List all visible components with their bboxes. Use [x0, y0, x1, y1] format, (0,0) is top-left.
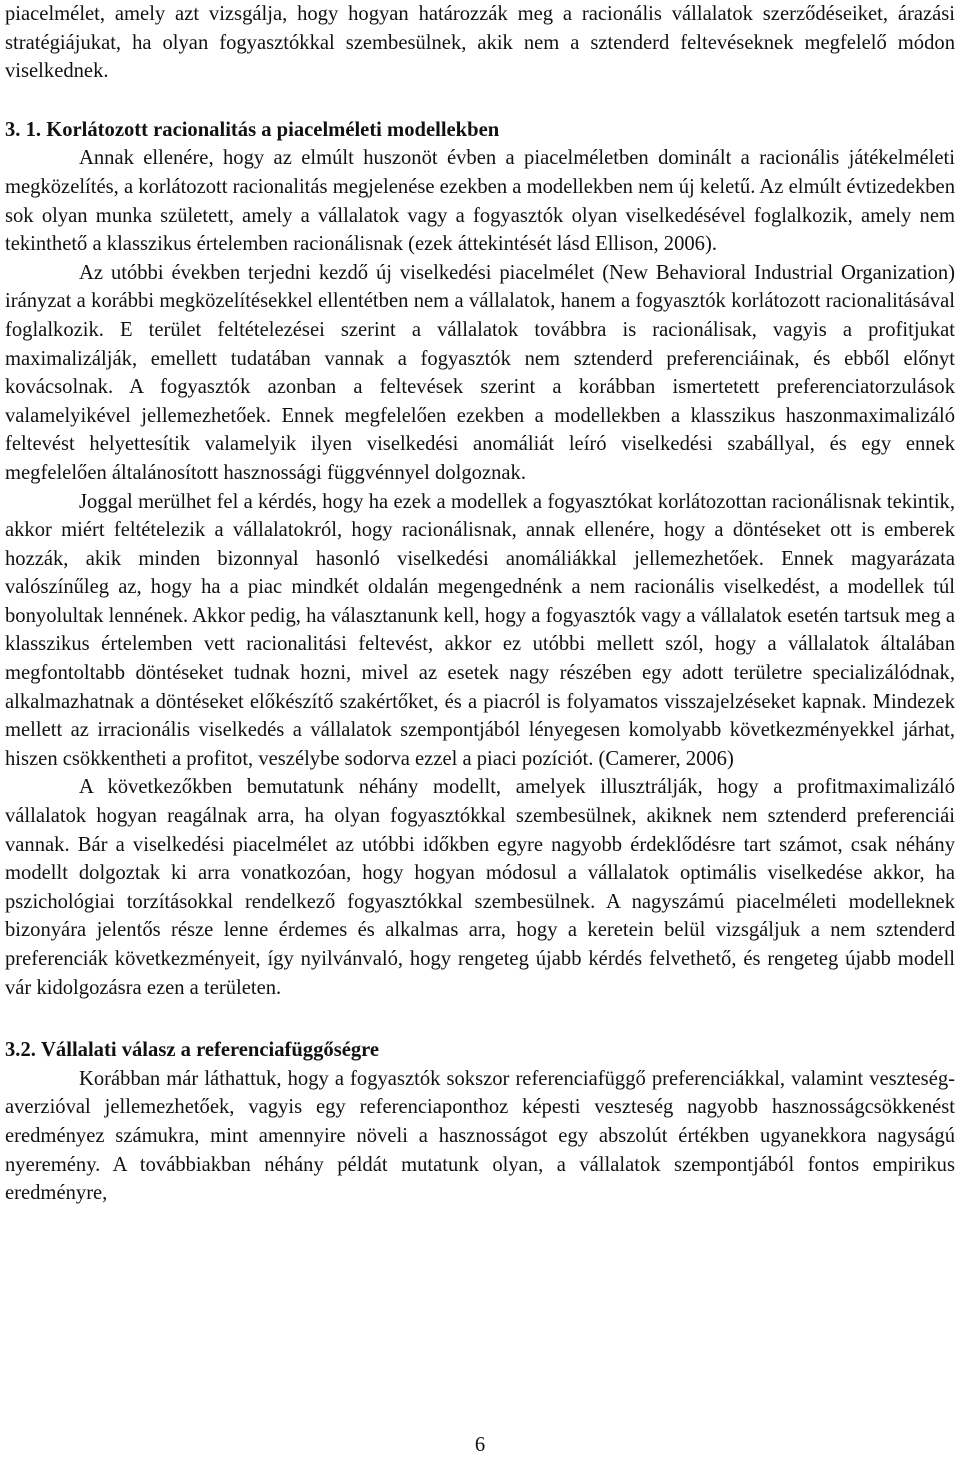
section-title: Korlátozott racionalitás a piacelméleti modellekben: [46, 118, 500, 141]
intro-paragraph: piacelmélet, amely azt vizsgálja, hogy hogyan határozzák meg a racionális vállalatok szerződéseiket, árazási stratégiájukat, ha olyan fogyasztókkal szembesülnek, akik nem a sztenderd feltevéseknek megfelelő módon viselkednek.: [5, 3, 955, 83]
body-paragraph: Joggal merülhet fel a kérdés, hogy ha ezek a modellek a fogyasztókat korlátozottan racionálisnak tekintik, akkor miért feltételezik a vállalatokról, hogy racionálisnak, annak ellenére, hogy a döntéseket ott is emberek hozzák, akik minden bizonnyal hasonló viselkedési anomáliákkal jellemezhetőek. Ennek magyarázata valószínűleg az, hogy ha a piac mindkét oldalán megengednénk a nem racionális viselkedést, a modellek túl bonyolultak lennének. Akkor pedig, ha választanunk kell, hogy a fogyasztók vagy a vállalatok esetén tartsuk meg a klasszikus értelemben vett racionalitási feltevést, akkor ez utóbbi mellett szól, hogy a vállalatok általában megfontoltabb döntéseket tudnak hozni, mivel az esetek nagy részében egy adott területre specializálódnak, alkalmazhatnak a döntéseket előkészítő szakértőket, és a piacról is folyamatos visszajelzéseket kapnak. Mindezek mellett az irracionális viselkedés a vállalatok szempontjából lényegesen komolyabb következményekkel járhat, hiszen csökkentheti a profitot, veszélybe sodorva ezzel a piaci pozíciót. (Camerer, 2006): [5, 490, 955, 770]
section-title: Vállalati válasz a referenciafüggőségre: [41, 1039, 380, 1062]
body-paragraph: Korábban már láthattuk, hogy a fogyasztók sokszor referenciafüggő preferenciákkal, valamint veszteség-averzióval jellemezhetőek, vagyis egy referenciaponthoz képesti veszteség nagyobb hasznosságcsökkenést eredményez számukra, mint amennyire növeli a hasznosságot egy abszolút értékben ugyanekkora nagyságú nyeremény. A továbbiakban néhány példát mutatunk olyan, a vállalatok szempontjából fontos empirikus eredményre,: [5, 1067, 955, 1205]
body-paragraph: Annak ellenére, hogy az elmúlt huszonöt évben a piacelméletben dominált a racionális játékelméleti megközelítés, a korlátozott racionalitás megjelenése ezekben a modellekben nem új keletű. Az elmúlt évtizedekben sok olyan munka született, amely a vállalatok vagy a fogyasztók olyan viselkedésével foglalkozik, amely nem tekinthető a klasszikus értelemben racionálisnak (ezek áttekintését lásd Ellison, 2006).: [5, 147, 955, 256]
page-number: 6: [474, 1434, 486, 1456]
body-paragraph: A következőkben bemutatunk néhány modellt, amelyek illusztrálják, hogy a profitmaximalizáló vállalatok hogyan reagálnak arra, ha olyan fogyasztókkal szembesülnek, akiknek nem sztenderd preferenciái vannak. Bár a viselkedési piacelmélet az utóbbi időkben egyre nagyobb érdeklődésre tart számot, csak néhány modellt dolgoztak ki arra vonatkozóan, hogy hogyan módosul a vállalatok optimális viselkedése akkor, ha pszichológiai torzításokkal rendelkező fogyasztókkal szembesülnek. A nagyszámú piacelméleti modelleknek bizonyára jelentős része lenne érdemes és alkalmas arra, hogy a keretein belül vizsgáljuk a nem sztenderd preferenciák következményeit, így nyilvánvaló, hogy rengeteg újabb kérdés felvethető, és rengeteg újabb modell vár kidolgozásra ezen a területen.: [5, 776, 955, 999]
section-heading-3-2: [5, 1036, 955, 1065]
section-heading-3-1: [5, 116, 955, 145]
section-number: 3. 1.: [5, 118, 42, 141]
document-page: [5, 0, 955, 1208]
section-number: 3.2.: [5, 1039, 36, 1062]
body-paragraph: Az utóbbi években terjedni kezdő új viselkedési piacelmélet (New Behavioral Industrial Organization) irányzat a korábbi megközelítésekkel ellentétben nem a vállalatok, hanem a fogyasztók korlátozott racionalitásával foglalkozik. E terület feltételezései szerint a vállalatok továbbra is racionálisak, vagyis a profitjukat maximalizálják, emellett tudatában vannak a fogyasztók nem sztenderd preferenciáinak, és ebből előnyt kovácsolnak. A fogyasztók azonban a feltevések szerint a korábban ismertetett preferenciatorzulások valamelyikével jellemezhetőek. Ennek megfelelően ezekben a modellekben a klasszikus haszonmaximalizáló feltevést helyettesítik valamelyik ilyen viselkedési anomáliát leíró viselkedési szabállyal, és egy ennek megfelelően általánosított hasznossági függvénnyel dolgoznak.: [5, 261, 955, 484]
